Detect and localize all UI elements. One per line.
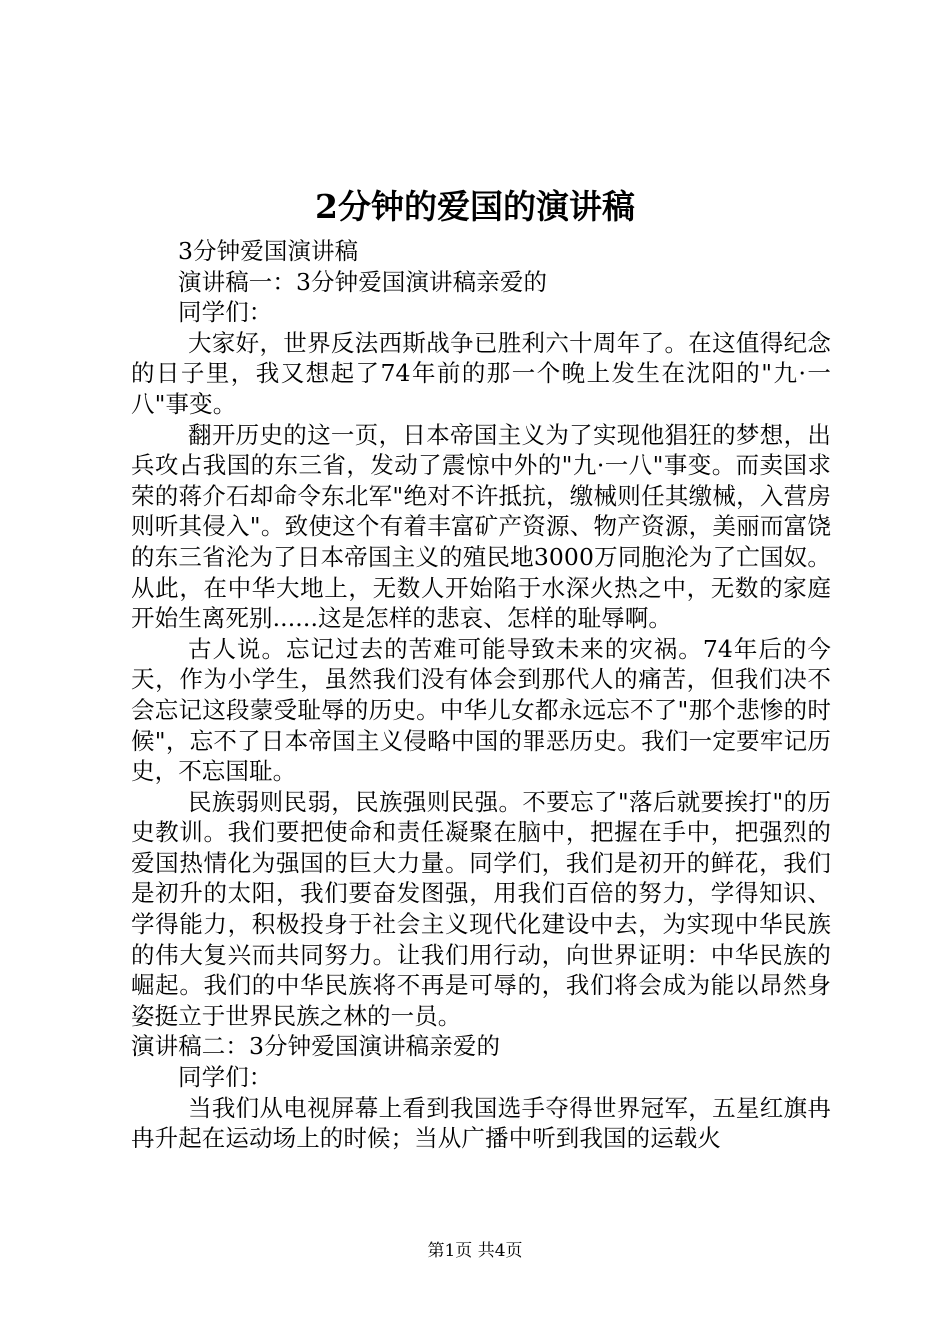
paragraph: 古人说。忘记过去的苦难可能导致未来的灾祸。74年后的今天，作为小学生，虽然我们没有体会到那代人的痛苦，但我们决不会忘记这段蒙受耻辱的历史。中华儿女都永远忘不了"那个悲惨的时候"，忘不了日本帝国主义侵略中国的罪恶历史。我们一定要牢记历史，不忘国耻。 <box>131 634 831 786</box>
paragraph: 演讲稿二：3分钟爱国演讲稿亲爱的 <box>131 1032 501 1061</box>
document-body <box>131 236 831 1154</box>
page-footer: 第1页 共4页 <box>427 1241 523 1261</box>
paragraph: 同学们： <box>178 298 273 327</box>
document-title: 2分钟的爱国的演讲稿 <box>315 187 635 226</box>
paragraph: 演讲稿一：3分钟爱国演讲稿亲爱的 <box>178 267 548 296</box>
paragraph: 翻开历史的这一页，日本帝国主义为了实现他猖狂的梦想，出兵攻占我国的东三省，发动了震惊中外的"九·一八"事变。而卖国求荣的蒋介石却命令东北军"绝对不许抵抗，缴械则任其缴械，入营房则听其侵入"。致使这个有着丰富矿产资源、物产资源，美丽而富饶的东三省沦为了日本帝国主义的殖民地3000万同胞沦为了亡国奴。从此，在中华大地上，无数人开始陷于水深火热之中，无数的家庭开始生离死别......这是怎样的悲哀、怎样的耻辱啊。 <box>131 420 831 633</box>
paragraph: 民族弱则民弱，民族强则民强。不要忘了"落后就要挨打"的历史教训。我们要把使命和责任凝聚在脑中，把握在手中，把强烈的爱国热情化为强国的巨大力量。同学们，我们是初开的鲜花，我们是初升的太阳，我们要奋发图强，用我们百倍的努力，学得知识、学得能力，积极投身于社会主义现代化建设中去，为实现中华民族的伟大复兴而共同努力。让我们用行动，向世界证明：中华民族的崛起。我们的中华民族将不再是可辱的，我们将会成为能以昂然身姿挺立于世界民族之林的一员。 <box>131 787 831 1030</box>
paragraph: 大家好，世界反法西斯战争已胜利六十周年了。在这值得纪念的日子里，我又想起了74年前的那一个晚上发生在沈阳的"九·一八"事变。 <box>131 328 831 418</box>
paragraph: 当我们从电视屏幕上看到我国选手夺得世界冠军，五星红旗冉冉升起在运动场上的时候；当从广播中听到我国的运载火 <box>131 1093 831 1153</box>
paragraph: 3分钟爱国演讲稿 <box>178 237 359 265</box>
paragraph: 同学们： <box>178 1063 273 1092</box>
